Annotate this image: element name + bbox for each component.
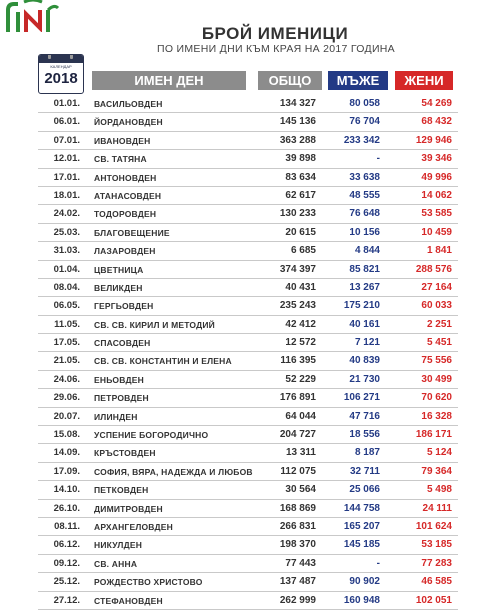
- table-row: [38, 389, 458, 407]
- row-men: 40 839: [349, 355, 380, 367]
- row-total: 176 891: [279, 392, 316, 404]
- row-men: 85 821: [349, 263, 380, 275]
- table-row: [38, 573, 458, 591]
- row-total: 13 311: [285, 447, 316, 459]
- row-men: -: [376, 557, 380, 569]
- row-name-day: КРЪСТОВДЕН: [94, 448, 156, 459]
- page-title: БРОЙ ИМЕНИЦИ: [201, 24, 349, 43]
- table-row: [38, 316, 458, 334]
- row-women: 101 624: [415, 520, 452, 532]
- table-row: [38, 426, 458, 444]
- row-date: 21.05.: [53, 355, 80, 367]
- row-total: 145 136: [279, 116, 316, 128]
- row-total: 6 685: [290, 245, 316, 257]
- row-date: 07.01.: [53, 134, 80, 146]
- row-date: 25.12.: [53, 576, 80, 588]
- row-total: 116 395: [280, 355, 316, 367]
- row-date: 01.04.: [53, 263, 80, 275]
- row-name-day: СВ. СВ. КИРИЛ И МЕТОДИЙ: [94, 319, 215, 330]
- name-day-table: [38, 95, 458, 610]
- calendar-ring: [70, 54, 73, 59]
- row-name-day: СПАСОВДЕН: [94, 338, 151, 349]
- row-men: 4 844: [354, 245, 380, 257]
- row-women: 30 499: [421, 373, 452, 385]
- row-total: 198 370: [279, 539, 316, 551]
- row-men: 13 267: [349, 281, 380, 293]
- row-date: 18.01.: [53, 189, 80, 201]
- row-total: 374 397: [279, 263, 316, 275]
- table-row: [38, 150, 458, 168]
- row-women: 16 328: [421, 410, 452, 422]
- row-date: 06.05.: [53, 300, 80, 312]
- row-men: 76 648: [349, 208, 380, 220]
- row-name-day: ЕНЬОВДЕН: [94, 374, 144, 385]
- row-women: 68 432: [421, 116, 452, 128]
- table-row: [38, 187, 458, 205]
- row-men: 76 704: [349, 116, 380, 128]
- row-total: 77 443: [285, 557, 316, 569]
- row-total: 39 898: [285, 153, 316, 165]
- table-row: [38, 352, 458, 370]
- row-total: 204 727: [279, 429, 316, 441]
- nsi-logo-icon: [4, 0, 62, 32]
- table-row: [38, 500, 458, 518]
- row-name-day: ДИМИТРОВДЕН: [94, 503, 163, 514]
- row-women: 102 051: [415, 594, 452, 606]
- table-row: [38, 334, 458, 352]
- row-name-day: ВАСИЛЬОВДЕН: [94, 99, 163, 109]
- row-women: 27 164: [421, 281, 452, 293]
- calendar-icon: [38, 54, 84, 94]
- row-name-day: АНТОНОВДЕН: [94, 172, 157, 183]
- table-row: [38, 261, 458, 279]
- row-women: 60 033: [421, 300, 452, 312]
- row-women: 10 459: [421, 226, 452, 238]
- table-row: [38, 205, 458, 223]
- row-total: 62 617: [285, 189, 316, 201]
- row-date: 11.05.: [54, 318, 80, 330]
- row-date: 09.12.: [53, 557, 80, 569]
- column-header-name: ИМЕН ДЕН: [92, 71, 246, 90]
- row-women: 70 620: [421, 392, 452, 404]
- row-date: 24.02.: [53, 208, 80, 220]
- row-men: 175 210: [343, 300, 380, 312]
- row-men: 145 185: [343, 539, 380, 551]
- table-row: [38, 592, 458, 610]
- row-date: 06.01.: [53, 116, 80, 128]
- row-date: 12.01.: [53, 153, 80, 165]
- table-row: [38, 132, 458, 150]
- row-women: 53 585: [421, 208, 452, 220]
- page-subtitle: ПО ИМЕНИ ДНИ КЪМ КРАЯ НА 2017 ГОДИНА: [156, 43, 395, 55]
- row-women: 39 346: [421, 153, 452, 165]
- row-total: 262 999: [279, 594, 316, 606]
- row-men: 165 207: [343, 520, 380, 532]
- row-total: 42 412: [285, 318, 316, 330]
- row-total: 30 564: [285, 484, 316, 496]
- row-date: 15.08.: [53, 429, 80, 441]
- row-date: 17.01.: [53, 171, 80, 183]
- row-men: 18 556: [349, 429, 380, 441]
- column-header-total: ОБЩО: [258, 71, 322, 90]
- row-men: 48 555: [349, 189, 380, 201]
- row-men: 32 711: [349, 465, 380, 477]
- row-name-day: СОФИЯ, ВЯРА, НАДЕЖДА И ЛЮБОВ: [94, 466, 253, 477]
- row-total: 12 572: [285, 337, 316, 349]
- row-men: 7 121: [354, 337, 380, 349]
- row-date: 17.09.: [53, 465, 80, 477]
- table-row: [38, 95, 458, 113]
- row-women: 14 062: [421, 189, 452, 201]
- table-row: [38, 444, 458, 462]
- row-women: 53 185: [421, 539, 452, 551]
- row-men: 33 638: [349, 171, 380, 183]
- row-date: 24.06.: [53, 373, 80, 385]
- row-name-day: ПЕТРОВДЕН: [94, 393, 149, 404]
- row-name-day: ТОДОРОВДЕН: [94, 209, 157, 220]
- table-row: [38, 555, 458, 573]
- table-row: [38, 518, 458, 536]
- row-total: 52 229: [285, 373, 316, 385]
- row-women: 5 498: [426, 484, 452, 496]
- row-women: 79 364: [421, 465, 452, 477]
- row-men: 47 716: [349, 410, 380, 422]
- row-women: 5 451: [426, 337, 452, 349]
- calendar-ring: [48, 54, 51, 59]
- row-date: 08.04.: [53, 281, 80, 293]
- row-name-day: ГЕРГЬОВДЕН: [94, 301, 154, 312]
- row-date: 29.06.: [53, 392, 80, 404]
- row-men: 40 161: [349, 318, 380, 330]
- table-row: [38, 408, 458, 426]
- table-row: [38, 481, 458, 499]
- row-men: 10 156: [349, 226, 380, 238]
- row-name-day: ИЛИНДЕН: [94, 411, 138, 422]
- calendar-binding: [39, 55, 83, 63]
- row-name-day: РОЖДЕСТВО ХРИСТОВО: [94, 577, 203, 588]
- column-header-men: МЪЖЕ: [328, 71, 388, 90]
- row-name-day: УСПЕНИЕ БОГОРОДИЧНО: [94, 430, 209, 441]
- row-name-day: СТЕФАНОВДЕН: [94, 595, 163, 606]
- row-total: 266 831: [279, 520, 316, 532]
- table-row: [38, 463, 458, 481]
- row-total: 83 634: [285, 171, 316, 183]
- row-date: 20.07.: [53, 410, 80, 422]
- row-total: 112 075: [280, 465, 316, 477]
- row-women: 129 946: [415, 134, 452, 146]
- row-date: 27.12.: [53, 594, 80, 606]
- calendar-year: 2018: [44, 70, 78, 87]
- row-name-day: ЦВЕТНИЦА: [94, 264, 144, 275]
- row-men: 25 066: [349, 484, 380, 496]
- row-date: 01.01.: [53, 98, 80, 109]
- row-women: 2 251: [426, 318, 452, 330]
- row-name-day: НИКУЛДЕН: [94, 540, 143, 551]
- row-total: 235 243: [279, 300, 316, 312]
- row-total: 168 869: [279, 502, 316, 514]
- row-name-day: СВ. ТАТЯНА: [94, 154, 147, 165]
- table-row: [38, 371, 458, 389]
- row-name-day: СВ. СВ. КОНСТАНТИН И ЕЛЕНА: [94, 356, 232, 367]
- row-men: 21 730: [349, 373, 380, 385]
- calendar-month: КАЛЕНДАР: [50, 64, 72, 69]
- row-name-day: ЛАЗАРОВДЕН: [94, 246, 156, 257]
- row-name-day: АТАНАСОВДЕН: [94, 190, 162, 201]
- row-women: 46 585: [421, 576, 452, 588]
- row-women: 75 556: [421, 355, 452, 367]
- row-men: 106 271: [343, 392, 380, 404]
- column-header-women: ЖЕНИ: [395, 71, 453, 90]
- row-men: 80 058: [349, 98, 380, 109]
- row-total: 40 431: [285, 281, 316, 293]
- row-name-day: АРХАНГЕЛОВДЕН: [94, 521, 173, 532]
- row-total: 137 487: [279, 576, 316, 588]
- row-name-day: СВ. АННА: [94, 558, 138, 569]
- table-row: [38, 169, 458, 187]
- row-total: 363 288: [279, 134, 316, 146]
- row-name-day: ВЕЛИКДЕН: [94, 282, 143, 293]
- row-name-day: БЛАГОВЕЩЕНИЕ: [94, 227, 170, 238]
- row-date: 14.09.: [53, 447, 80, 459]
- row-total: 64 044: [285, 410, 316, 422]
- row-women: 5 124: [426, 447, 452, 459]
- row-women: 186 171: [415, 429, 452, 441]
- row-date: 31.03.: [53, 245, 80, 257]
- row-men: -: [376, 153, 380, 165]
- row-name-day: ЙОРДАНОВДЕН: [94, 117, 163, 128]
- row-women: 49 996: [421, 171, 452, 183]
- row-women: 77 283: [421, 557, 452, 569]
- table-row: [38, 297, 458, 315]
- row-name-day: ПЕТКОВДЕН: [94, 485, 149, 496]
- row-date: 06.12.: [53, 539, 80, 551]
- row-women: 288 576: [415, 263, 452, 275]
- table-row: [38, 242, 458, 260]
- row-men: 90 902: [349, 576, 380, 588]
- row-date: 25.03.: [53, 226, 80, 238]
- row-women: 54 269: [421, 98, 452, 109]
- row-date: 17.05.: [53, 337, 80, 349]
- table-row: [38, 536, 458, 554]
- row-date: 26.10.: [53, 502, 80, 514]
- row-women: 1 841: [426, 245, 452, 257]
- row-date: 08.11.: [54, 520, 80, 532]
- row-total: 20 615: [285, 226, 316, 238]
- row-name-day: ИВАНОВДЕН: [94, 135, 151, 146]
- row-men: 8 187: [354, 447, 380, 459]
- table-row: [38, 113, 458, 131]
- row-men: 233 342: [343, 134, 380, 146]
- row-date: 14.10.: [53, 484, 80, 496]
- row-men: 144 758: [343, 502, 380, 514]
- row-total: 130 233: [279, 208, 316, 220]
- table-row: [38, 279, 458, 297]
- row-women: 24 111: [422, 502, 452, 514]
- row-men: 160 948: [343, 594, 380, 606]
- table-row: [38, 224, 458, 242]
- row-total: 134 327: [279, 98, 316, 109]
